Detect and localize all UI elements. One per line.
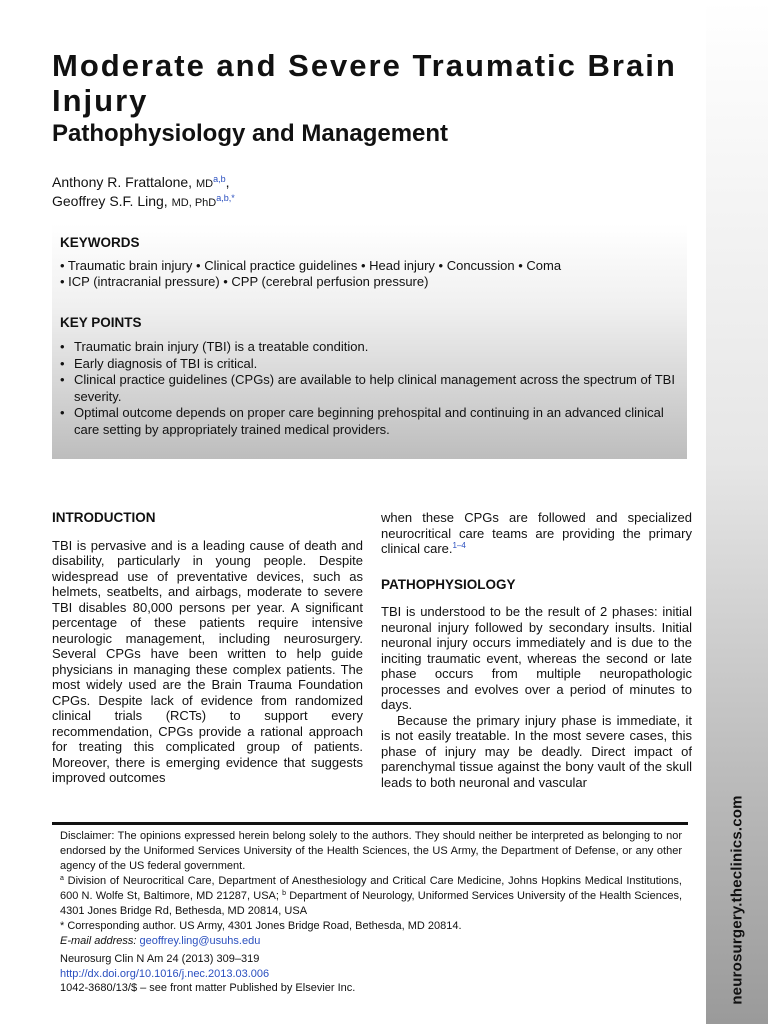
keypoint-text: Optimal outcome depends on proper care beginning prehospital and continuing in an advanced clinical care setting by appropriately trained medical providers. bbox=[74, 405, 664, 437]
author-list bbox=[52, 174, 235, 212]
author-name: Anthony R. Frattalone, bbox=[52, 174, 193, 190]
corresponding-author: * Corresponding author. US Army, 4301 Jones Bridge Road, Bethesda, MD 20814. bbox=[60, 920, 462, 932]
keypoint-text: Clinical practice guidelines (CPGs) are available to help clinical management across the spectrum of TBI severity. bbox=[74, 372, 675, 404]
email-line bbox=[60, 934, 682, 949]
keywords-line: • Traumatic brain injury • Clinical practice guidelines • Head injury • Concussion • Coma bbox=[60, 258, 562, 273]
author-2 bbox=[52, 193, 235, 212]
author-degree: MD, PhD bbox=[171, 197, 217, 209]
footnote-rule bbox=[52, 822, 688, 825]
keypoint-text: Traumatic brain injury (TBI) is a treatable condition. bbox=[74, 339, 369, 354]
introduction-continued-text: when these CPGs are followed and specialized neurocritical care teams are providing the primary clinical care. bbox=[381, 510, 692, 556]
issn-line: 1042-3680/13/$ – see front matter Published by Elsevier Inc. bbox=[60, 982, 356, 994]
keypoint-item: • Early diagnosis of TBI is critical. bbox=[60, 355, 258, 371]
right-column bbox=[381, 510, 692, 790]
keypoint-item: • Clinical practice guidelines (CPGs) are available to help clinical management across the spectrum of TBI severity. bbox=[60, 372, 675, 404]
affiliation-a: Division of Neurocritical Care, Department of Anesthesiology and Critical Care Medicine, Johns Hopkins Medical Institutions, 600 N. Wolfe St, Baltimore, MD 21287, USA; bbox=[60, 875, 682, 902]
left-column bbox=[52, 510, 363, 786]
keypoint-item: • Optimal outcome depends on proper care beginning prehospital and continuing in an advanced clinical care setting by appropriately trained medical providers. bbox=[60, 405, 664, 437]
affiliation-mark: b bbox=[282, 890, 287, 897]
reference-link[interactable]: 1–4 bbox=[452, 541, 466, 550]
affiliations bbox=[60, 874, 682, 919]
pathophysiology-paragraph-2: Because the primary injury phase is immediate, it is not easily treatable. In the most severe cases, this phase of injury may be deadly. Direct impact of parenchymal tissue against the bony vault of the skull leads to both neuronal and vascular bbox=[381, 712, 692, 790]
keypoint-item: • Traumatic brain injury (TBI) is a treatable condition. bbox=[60, 339, 369, 354]
footnotes bbox=[60, 829, 682, 949]
keypoints-list bbox=[60, 339, 680, 438]
keywords-keypoints-box bbox=[52, 224, 687, 459]
author-affiliation-link[interactable]: a,b,* bbox=[216, 193, 235, 203]
citation-block bbox=[60, 952, 355, 996]
author-degree: MD bbox=[195, 178, 214, 190]
affiliation-mark: a bbox=[60, 875, 64, 882]
pathophysiology-paragraph-1: TBI is understood to be the result of 2 phases: initial neuronal injury followed by secondary insults. Initial neuronal injury occurs immediately and is due to the inciting traumatic event, whereas the second or late phase occurs from multiple neuropathologic processes and evolves over a period of minutes to days. bbox=[381, 604, 692, 712]
pathophysiology-heading: PATHOPHYSIOLOGY bbox=[381, 576, 516, 592]
keywords-heading: KEYWORDS bbox=[60, 235, 140, 250]
introduction-continued bbox=[381, 510, 692, 557]
doi-link[interactable]: http://dx.doi.org/10.1016/j.nec.2013.03.006 bbox=[60, 967, 270, 980]
keywords-line: • ICP (intracranial pressure) • CPP (cerebral perfusion pressure) bbox=[60, 274, 429, 289]
keypoint-text: Early diagnosis of TBI is critical. bbox=[74, 355, 258, 371]
author-affiliation-link[interactable]: a,b bbox=[213, 174, 226, 184]
journal-url-vertical[interactable]: neurosurgery.theclinics.com bbox=[728, 795, 746, 1005]
affiliation-b: Department of Neurology, Uniformed Services University of the Health Sciences, 4301 Jones Bridge Rd, Bethesda, MD 20814, USA bbox=[60, 890, 682, 917]
email-label: E-mail address: bbox=[60, 935, 137, 947]
disclaimer: Disclaimer: The opinions expressed herein belong solely to the authors. They should neither be interpreted as belonging to nor endorsed by the Uniformed Services University of the Health Sciences, the US Army, the Department of Defense, or any other agency of the US federal government. bbox=[60, 830, 682, 872]
article-subtitle: Pathophysiology and Management bbox=[52, 120, 449, 147]
introduction-heading: INTRODUCTION bbox=[52, 510, 156, 525]
author-1 bbox=[52, 174, 235, 193]
keypoints-heading: KEY POINTS bbox=[60, 315, 142, 330]
introduction-paragraph: TBI is pervasive and is a leading cause of death and disability, particularly in young people. Despite widespread use of preventative devices, such as helmets, seatbelts, and airbags, moderate to severe TBI disables 80,000 persons per year. A significant percentage of these patients require intensive neurologic management, including neurosurgery. Several CPGs have been written to help guide physicians in managing these complex patients. The most widely used are the Brain Trauma Foundation CPGs. Despite lack of evidence from randomized clinical trials (RCTs) to support every recommendation, CPGs provide a rational approach for treating this complicated group of patients. Moreover, there is emerging evidence that suggests improved outcomes bbox=[52, 537, 363, 785]
article-title: Moderate and Severe Traumatic Brain Injury bbox=[52, 48, 677, 118]
journal-citation: Neurosurg Clin N Am 24 (2013) 309–319 bbox=[60, 953, 260, 965]
author-separator: , bbox=[225, 174, 230, 190]
email-link[interactable]: geoffrey.ling@usuhs.edu bbox=[139, 935, 261, 947]
author-name: Geoffrey S.F. Ling, bbox=[52, 193, 168, 209]
